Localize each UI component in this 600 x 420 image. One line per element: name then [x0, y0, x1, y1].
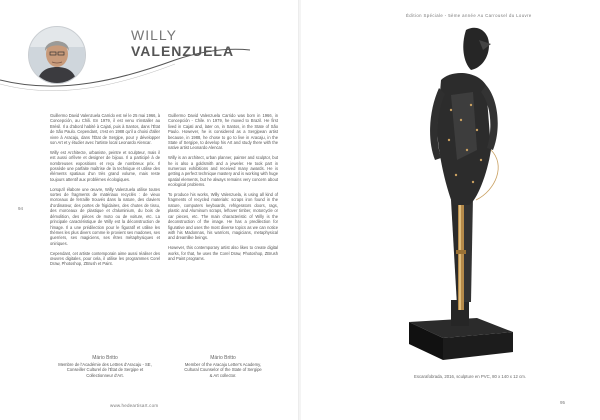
left-page — [0, 0, 299, 420]
french-text-column — [50, 113, 160, 271]
signature-line: Collectionneur d'Art. — [86, 372, 124, 378]
right-page — [301, 0, 600, 420]
signature-line: Conseiller Culturel de l'État de Sergipe et — [66, 367, 144, 373]
french-paragraph: Guillermo David Valenzuela Carrido est né le 25 mai 1966, à Concepción, au Chili. En 1979, il est venu s'installer au Brésil. Il a d'abord habité à Cajati, puis à Santos, dans l'État de São Paulo. Cependant, c'est en 1988 qu'il a choisi d'aller vivre à Aracaju, dans l'État de Sergipe, pour y développer son Art et y étudier avec l'artiste local Leonardo Alencar. — [50, 113, 160, 146]
french-paragraph: Willy est Architecte, urbaniste, peintre et sculpteur, mais il est aussi orfèvre et designer de bijoux. Il a participé à de nombreuses expositions et reçu de nombreux prix. Il possède une parfaite maîtrise de la technique et utilise des éléments spatiaux d'un très grand volume, mais reste toujours attentif aux problèmes écologiques. — [50, 149, 160, 182]
english-paragraph: Willy is an architect, urban planner, painter and sculptor, but he is also a goldsmith and a jeweler. He took part in numerous exhibitions and received many awards. He is getting a perfect technique mastery and is working with huge spatial elements, but he always remains very concern about ecological problems. — [168, 155, 278, 188]
signature-name: Mário Britto — [92, 355, 118, 361]
french-paragraph: Lorsqu'il élabore une œuvre, Willy Valenzuela utilise toutes sortes de fragments de matériaux recyclés : de vieux morceaux de ferraille trouvés dans la nature, des claviers d'ordinateur, des portes de frigidaires, des chutes de tissu, des morceaux de plastique et d'aluminium, du bois de démolition, des pièces de moto ou de voiture, etc. La principale caractéristique de Willy est la déconstruction de l'image. Il a une prédilection pour le figuratif et utilise les thèmes les plus divers comme le provient ses madones, ses guerriers, ses magiciens, ses êtres métaphysiques et oniriques. — [50, 186, 160, 246]
artist-portrait — [28, 26, 86, 84]
sculpture-photo — [301, 0, 600, 380]
signature-line: & Art collector. — [209, 372, 237, 378]
english-paragraph: To produce his works, Willy Valenzuela, is using all kind of fragments of recycled materials: scraps iron found in the nature, computers keyboards, refrigerators doors, rags, plastic and Aluminum scraps, leftover timber, motorcycle or car pieces, etc. The main characteristic of Willy is the deconstruction of the image. He has a predilection for figurative and uses the most diverse topics as we can notice with his Madonnas, his warriors, magicians, metaphysical and dreamlike beings. — [168, 192, 278, 241]
english-paragraph: Guillermo David Valenzuela Carrido was born in 1966, in Concepción - Chile. In 1979, he moved to Brazil. He first lived in Cajati and, later on, in Santos, in the State of São Paulo. However, he is considered as a Sergipean artist because, in 1988, he chose to go to live in Aracaju, in the State of Sergipe, to develop his Art and study there with the native artist Leonardo Alencar. — [168, 113, 278, 151]
website-url[interactable]: www.hedeartisart.com — [110, 403, 159, 408]
page-number-right: 95 — [560, 400, 566, 405]
french-paragraph: Cependant, cet artiste contemporain aime aussi réaliser des œuvres digitales, pour cela, il utilise les programmes Corel Draw, Photoshop, ZBrush et Paint. — [50, 250, 160, 267]
signature-name: Mário Britto — [210, 355, 236, 361]
artwork-caption: Escarafobrada, 2016, sculpture en PVC, 80 x 140 x 12 cm. — [414, 374, 527, 379]
french-signature — [50, 356, 160, 378]
english-text-column — [168, 113, 278, 266]
signature-line: Member of the Aracaju Letter's Academy, — [184, 361, 262, 367]
artist-first-name: WILLY — [131, 27, 177, 43]
page-number-left: 94 — [18, 206, 24, 211]
english-signature — [168, 356, 278, 378]
artist-last-name: VALENZUELA — [131, 43, 235, 59]
signature-line: Cultural Counselor of the State of Sergipe — [184, 367, 262, 373]
edition-header: Édition Spéciale - 5ème année Au Carrousel du Louvre — [406, 13, 532, 18]
signature-line: Membre de l'Académie des Lettres d'Aracaju - SE, — [58, 361, 152, 367]
english-paragraph: However, this contemporary artist also likes to create digital works, for that, he uses the Corel Draw, Photoshop, ZBrush and Paint programs. — [168, 245, 278, 261]
